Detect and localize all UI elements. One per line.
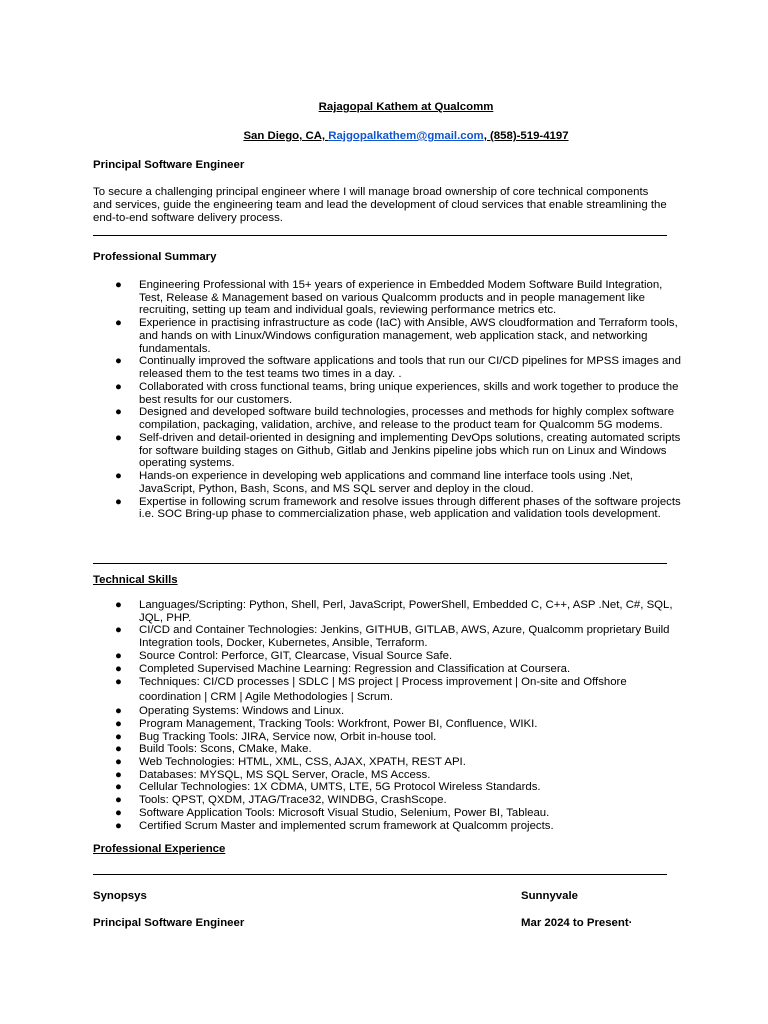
bullet-icon: ● [115, 676, 122, 689]
contact-phone: , (858)-519-4197 [483, 130, 569, 142]
bullet-icon: ● [115, 599, 122, 611]
list-item-text: Self-driven and detail-oriented in designing and implementing DevOps solutions, creating automated scripts for software building stages on Github, Gitlab and Jenkins pipeline jobs which run on Linux and Windows operating systems. [139, 431, 681, 470]
list-item-text: Tools: QPST, QXDM, JTAG/Trace32, WINDBG, CrashScope. [139, 794, 447, 807]
list-item [93, 355, 683, 380]
list-item [93, 650, 683, 663]
bullet-icon: ● [115, 470, 122, 483]
bullet-icon: ● [115, 649, 122, 662]
bullet-icon: ● [115, 495, 122, 508]
list-item-text: Collaborated with cross functional teams, bring unique experiences, skills and work together to produce the best results for our customers. [139, 380, 679, 406]
list-item-text: Source Control: Perforce, GIT, Clearcase, Visual Source Safe. [139, 649, 453, 662]
bullet-icon: ● [115, 794, 122, 807]
list-item-text: Expertise in following scrum framework and resolve issues through different phases of the software projects i.e. SOC Bring-up phase to commercialization phase, web application and validation tools development. [139, 495, 681, 521]
skills-heading: Technical Skills [93, 574, 178, 586]
list-item-text: Hands-on experience in developing web applications and command line interface tools using .Net, JavaScript, Python, Bash, Scons, and MS SQL server and deploy in the cloud. [139, 470, 633, 495]
list-item-text: Cellular Technologies: 1X CDMA, UMTS, LTE, 5G Protocol Wireless Standards. [139, 781, 541, 794]
list-item [93, 496, 683, 521]
list-item-text: Designed and developed software build technologies, processes and methods for highly complex software compilation, packaging, validation, archive, and release to the product team for Qualcomm 5G modems. [139, 406, 675, 432]
summary-list [93, 279, 683, 521]
summary-heading: Professional Summary [93, 251, 217, 263]
list-item-text: Certified Scrum Master and implemented scrum framework at Qualcomm projects. [139, 819, 554, 832]
bullet-icon: ● [115, 806, 122, 819]
list-item-text: Web Technologies: HTML, XML, CSS, AJAX, XPATH, REST API. [139, 756, 466, 769]
bullet-icon: ● [115, 705, 122, 718]
bullet-icon: ● [115, 279, 122, 291]
divider [93, 563, 667, 564]
list-item [93, 406, 683, 431]
bullet-icon: ● [115, 743, 122, 756]
list-item-text: Databases: MYSQL, MS SQL Server, Oracle, MS Access. [139, 768, 431, 781]
list-item [93, 624, 683, 649]
list-item-text: Program Management, Tracking Tools: Workfront, Power BI, Confluence, WIKI. [139, 717, 538, 730]
list-item [93, 743, 683, 756]
list-item-text: Operating Systems: Windows and Linux. [139, 705, 345, 718]
list-item-text: Techniques: CI/CD processes | SDLC | MS project | Process improvement | On-site and Offshore coordination | CRM | Agile Methodologies | Scrum. [139, 676, 627, 704]
role-dates: Mar 2024 to Present· [521, 917, 633, 929]
bullet-icon: ● [115, 317, 122, 330]
list-item [93, 794, 683, 807]
objective-paragraph: To secure a challenging principal engineer where I will manage broad ownership of core technical components and services, guide the engineering team and lead the development of cloud services that enable streamlining the end-to-end software delivery process. [93, 186, 667, 224]
list-item [93, 381, 683, 406]
list-item-text: Completed Supervised Machine Learning: Regression and Classification at Coursera. [139, 662, 571, 675]
bullet-icon: ● [115, 431, 122, 444]
email-link[interactable]: Rajgopalkathem@gmail.com [328, 130, 484, 142]
list-item [93, 599, 683, 624]
list-item-text: Bug Tracking Tools: JIRA, Service now, Orbit in-house tool. [139, 730, 437, 743]
bullet-icon: ● [115, 717, 122, 730]
list-item [93, 769, 683, 782]
list-item-text: Continually improved the software applications and tools that run our CI/CD pipelines for MPSS images and released them to the test teams two times in a day. . [139, 355, 681, 381]
divider [93, 235, 667, 236]
contact-line [0, 130, 768, 142]
bullet-icon: ● [115, 406, 122, 419]
company-name: Synopsys [93, 890, 147, 902]
list-item-text: Build Tools: Scons, CMake, Make. [139, 743, 312, 756]
bullet-icon: ● [115, 624, 122, 637]
role-title: Principal Software Engineer [93, 917, 245, 929]
job-title-heading: Principal Software Engineer [93, 159, 245, 171]
list-item-text: Languages/Scripting: Python, Shell, Perl, JavaScript, PowerShell, Embedded C, C++, ASP .Net, C#, SQL, JQL, PHP. [139, 599, 673, 624]
bullet-icon: ● [115, 730, 122, 743]
bullet-icon: ● [115, 380, 122, 393]
bullet-icon: ● [115, 756, 122, 769]
list-item [93, 718, 683, 731]
bullet-icon: ● [115, 355, 122, 368]
list-item [93, 781, 683, 794]
list-item-text: CI/CD and Container Technologies: Jenkins, GITHUB, GITLAB, AWS, Azure, Qualcomm proprietary Build Integration tools, Docker, Kubernetes, Ansible, Terraform. [139, 624, 670, 650]
resume-name-line: Rajagopal Kathem at Qualcomm [318, 101, 494, 113]
list-item [93, 675, 683, 705]
list-item-text: Software Application Tools: Microsoft Visual Studio, Selenium, Power BI, Tableau. [139, 806, 550, 819]
list-item [93, 705, 683, 718]
experience-heading: Professional Experience [93, 843, 226, 855]
bullet-icon: ● [115, 662, 122, 675]
contact-location: San Diego, CA, [243, 130, 329, 142]
list-item-text: Experience in practising infrastructure as code (IaC) with Ansible, AWS cloudformation and Terraform tools, and hands on with Linux/Windows configuration management, web application stack, and networking fundamentals. [139, 317, 678, 355]
list-item [93, 470, 683, 495]
list-item [93, 731, 683, 744]
divider [93, 874, 667, 875]
list-item [93, 756, 683, 769]
bullet-icon: ● [115, 781, 122, 794]
skills-list [93, 599, 683, 832]
list-item [93, 807, 683, 820]
list-item [93, 279, 683, 317]
list-item [93, 317, 683, 355]
bullet-icon: ● [115, 768, 122, 781]
company-location: Sunnyvale [521, 890, 578, 902]
list-item-text: Engineering Professional with 15+ years of experience in Embedded Modem Software Build Integration, Test, Release & Management based on various Qualcomm products and in people management like recruiting, setting up team and individual goals, reviewing performance metrics etc. [139, 279, 663, 317]
list-item [93, 432, 683, 470]
list-item [93, 663, 683, 676]
bullet-icon: ● [115, 819, 122, 832]
list-item [93, 820, 683, 833]
